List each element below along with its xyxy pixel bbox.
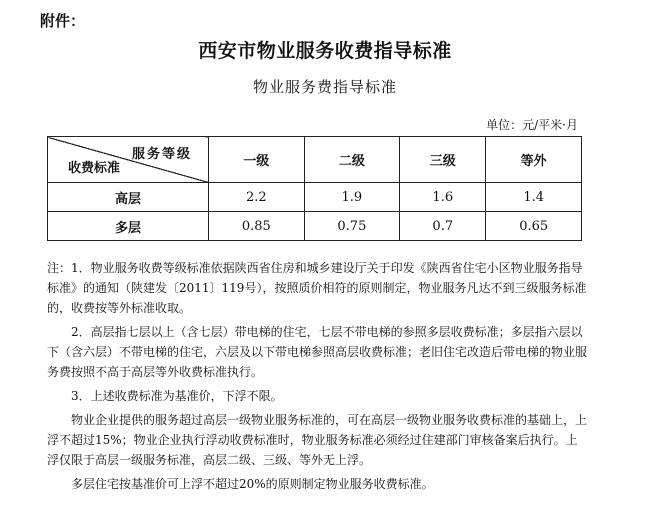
table-cell: 0.75 [304,212,400,241]
note-2: 2．高层指七层以上（含七层）带电梯的住宅，七层不带电梯的参照多层收费标准；多层指六层以下（含六层）不带电梯的住宅，六层及以下带电梯参照高层收费标准；老旧住宅改造后带电梯的物业服务费按照不高于高层等外收费标准执行。 [47,325,588,379]
document-subtitle: 物业服务费指导标准 [252,78,397,96]
note-5: 多层住宅按基准价可上浮不超过20%的原则制定物业服务收费标准。 [71,477,434,491]
table-cell: 1.4 [486,183,582,212]
header-level-other: 等外 [486,137,582,183]
table-cell: 1.9 [304,183,400,212]
table-cell: 1.6 [400,183,486,212]
header-level-1: 一级 [209,137,305,183]
row-label-multistory: 多层 [48,212,209,241]
table-cell: 0.85 [209,212,305,241]
table-cell: 0.7 [400,212,486,241]
corner-fee-standard: 收费标准 [68,161,121,176]
notes-section [47,258,587,498]
table-row [48,212,582,241]
document-title: 西安市物业服务收费指导标准 [198,40,452,62]
note-1: 注：1．物业服务收费等级标准依据陕西省住房和城乡建设厅关于印发《陕西省住宅小区物业服务指导标准》的通知（陕建发〔2011〕119号），按照质价相符的原则制定，物业服务凡达不到三级服务标准的，收费按等外标准收取。 [47,261,587,315]
unit-label: 单位：元/平米·月 [486,118,578,132]
table-cell: 2.2 [209,183,305,212]
table-header-row [48,137,582,183]
table-row [48,183,582,212]
header-level-2: 二级 [304,137,400,183]
fee-table [47,136,582,241]
note-3: 3．上述收费标准为基准价，下浮不限。 [71,389,283,403]
attachment-label: 附件： [40,12,86,30]
row-label-highrise: 高层 [48,183,209,212]
note-4: 物业企业提供的服务超过高层一级物业服务标准的，可在高层一级物业服务收费标准的基础上，上浮不超过15%；物业企业执行浮动收费标准时，物业服务标准必须经过住建部门审核备案后执行。上浮仅限于高层一级服务标准，高层二级、三级、等外无上浮。 [47,413,588,467]
table-cell: 0.65 [486,212,582,241]
corner-service-level: 服务等级 [131,147,192,162]
header-level-3: 三级 [400,137,486,183]
table-corner-cell [48,137,209,183]
